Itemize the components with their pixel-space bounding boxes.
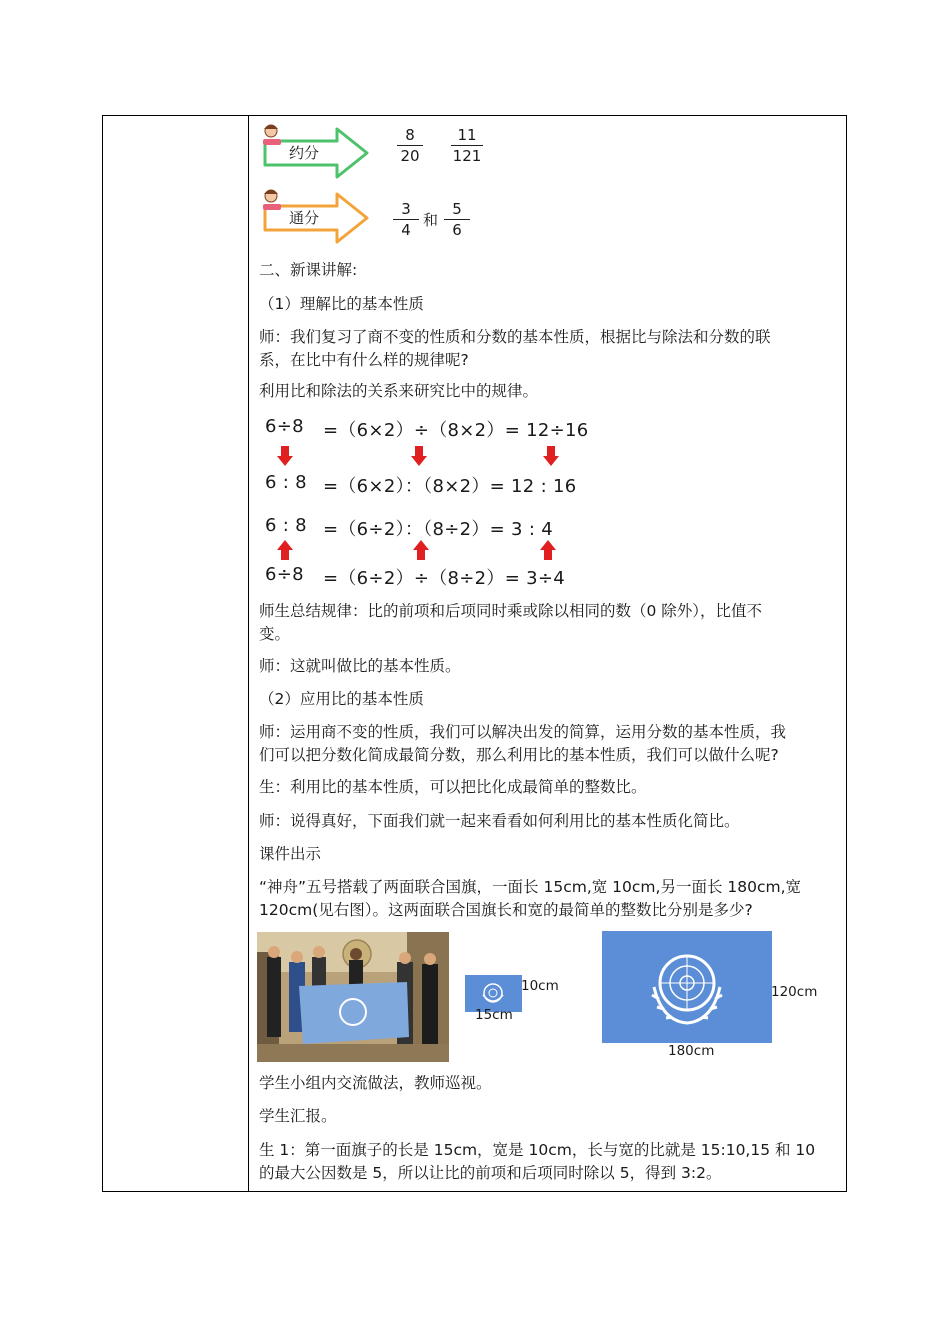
summary-line-b: 变。 xyxy=(259,625,291,643)
teacher-line-3: 师：这就叫做比的基本性质。 xyxy=(259,657,461,675)
teacher-line-4b: 们可以把分数化简成最简分数，那么利用比的基本性质，我们可以做什么呢? xyxy=(259,746,779,764)
subheading-2: （2）应用比的基本性质 xyxy=(259,690,424,708)
eq3-right: =（6÷2）：（8÷2）= 3 : 4 xyxy=(323,519,553,540)
common-label: 通分 xyxy=(289,209,320,227)
small-flag-width: 15cm xyxy=(475,1007,513,1023)
subheading-1: （1）理解比的基本性质 xyxy=(259,295,424,313)
question-line-b: 120cm(见右图）。这两面联合国旗长和宽的最简单的整数比分别是多少? xyxy=(259,901,753,919)
method-line: 利用比和除法的关系来研究比中的规律。 xyxy=(259,382,539,400)
un-flag-photo xyxy=(257,932,449,1062)
numerator: 5 xyxy=(452,200,462,218)
numerator: 8 xyxy=(405,126,415,144)
eq3-left: 6 : 8 xyxy=(265,515,307,536)
group-work-line: 学生小组内交流做法，教师巡视。 xyxy=(259,1074,492,1092)
column-divider xyxy=(248,116,249,1191)
teacher-line-4a: 师：运用商不变的性质，我们可以解决出发的简算，运用分数的基本性质，我 xyxy=(259,723,787,741)
eq1-right: =（6×2）÷（8×2）= 12÷16 xyxy=(323,420,589,441)
question-line-a: “神舟”五号搭载了两面联合国旗，一面长 15cm,宽 10cm,另一面长 180cm,宽 xyxy=(259,878,802,896)
fraction-bar xyxy=(451,145,483,146)
lesson-table xyxy=(102,115,847,1192)
up-arrow-icon xyxy=(277,540,293,560)
numerator: 3 xyxy=(401,200,411,218)
denominator: 121 xyxy=(452,147,482,165)
up-arrow-icon xyxy=(413,540,429,560)
denominator: 4 xyxy=(401,221,411,239)
small-flag-height: 10cm xyxy=(521,978,559,994)
eq1-left: 6÷8 xyxy=(265,416,304,437)
report-line: 学生汇报。 xyxy=(259,1107,337,1125)
courseware-label: 课件出示 xyxy=(259,845,322,863)
fraction-bar xyxy=(397,145,423,146)
fraction-3-4 xyxy=(391,200,421,239)
teacher-line-5: 师：说得真好，下面我们就一起来看看如何利用比的基本性质化简比。 xyxy=(259,812,740,830)
eq4-right: =（6÷2）÷（8÷2）= 3÷4 xyxy=(323,568,566,589)
eq4-left: 6÷8 xyxy=(265,564,304,585)
up-arrow-icon xyxy=(540,540,556,560)
reduce-label: 约分 xyxy=(289,144,320,162)
down-arrow-icon xyxy=(411,446,427,466)
eq2-left: 6 : 8 xyxy=(265,472,307,493)
common-badge xyxy=(259,186,371,246)
numerator: 11 xyxy=(457,126,477,144)
fraction-5-6 xyxy=(442,200,472,239)
large-flag-height: 120cm xyxy=(771,984,818,1000)
down-arrow-icon xyxy=(543,446,559,466)
teacher-line-1b: 系，在比中有什么样的规律呢? xyxy=(259,351,469,369)
large-flag-width: 180cm xyxy=(668,1043,715,1059)
student-line-1: 生：利用比的基本性质，可以把比化成最简单的整数比。 xyxy=(259,778,647,796)
fraction-bar xyxy=(444,219,470,220)
summary-line-a: 师生总结规律：比的前项和后项同时乘或除以相同的数（0 除外），比值不 xyxy=(259,602,763,620)
large-un-flag xyxy=(602,931,772,1043)
reduce-badge xyxy=(259,121,371,181)
teacher-line-1a: 师：我们复习了商不变的性质和分数的基本性质，根据比与除法和分数的联 xyxy=(259,328,771,346)
down-arrow-icon xyxy=(277,446,293,466)
eq2-right: =（6×2）：（8×2）= 12 : 16 xyxy=(323,476,577,497)
un-emblem-icon xyxy=(602,931,772,1043)
fraction-8-20 xyxy=(395,126,425,165)
section-heading: 二、新课讲解: xyxy=(259,261,358,279)
student-report-line-a: 生 1：第一面旗子的长是 15cm，宽是 10cm，长与宽的比就是 15:10,15 和 10 xyxy=(259,1141,816,1159)
fraction-11-121 xyxy=(449,126,485,165)
student-report-line-b: 的最大公因数是 5，所以让比的前项和后项同时除以 5，得到 3:2。 xyxy=(259,1164,722,1182)
fraction-bar xyxy=(393,219,419,220)
denominator: 6 xyxy=(452,221,462,239)
conjunction-and: 和 xyxy=(423,211,439,229)
denominator: 20 xyxy=(400,147,420,165)
